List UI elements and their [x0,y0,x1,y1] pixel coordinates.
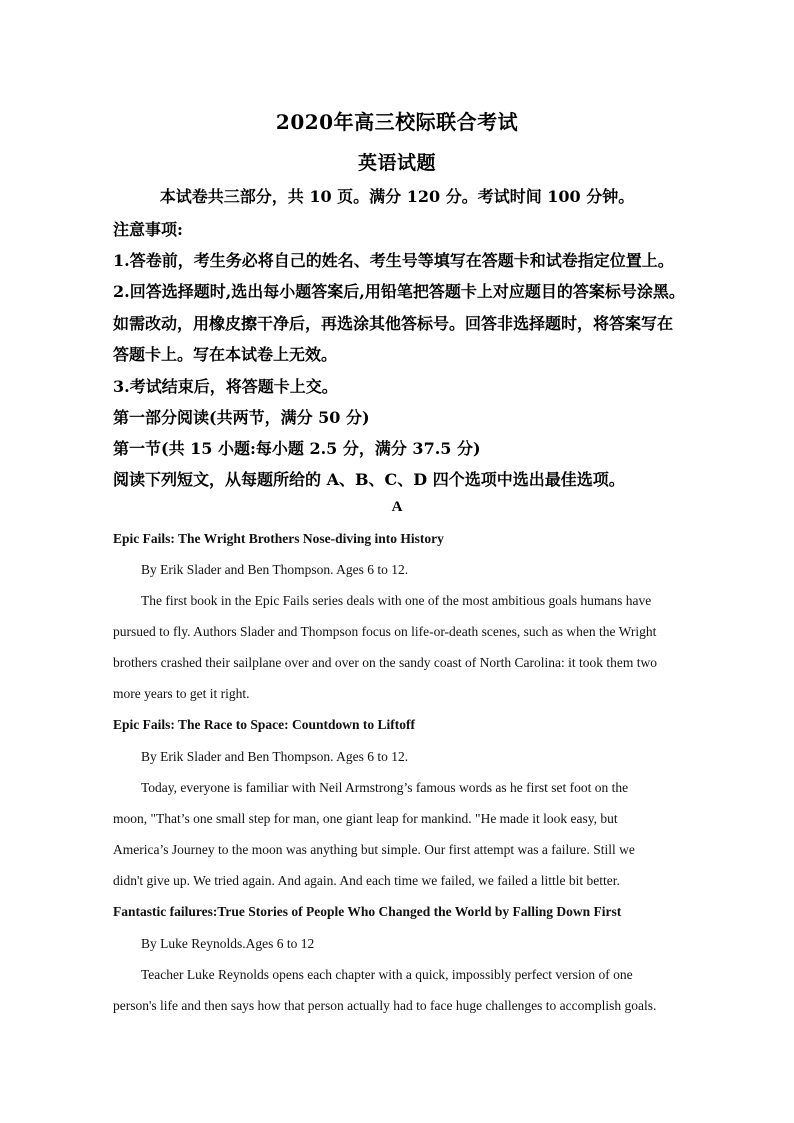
book-text-line: Teacher Luke Reynolds opens each chapter with a quick, impossibly perfect version of one [141,967,633,982]
section1-instruction: 阅读下列短文，从每题所给的 A、B、C、D 四个选项中选出最佳选项。 [113,470,625,489]
book-text-line: America’s Journey to the moon was anything but simple. Our first attempt was a failure. Still we [113,842,635,857]
book-byline: By Erik Slader and Ben Thompson. Ages 6 to 12. [141,562,409,577]
book-text-line: Today, everyone is familiar with Neil Armstrong’s famous words as he first set foot on the [141,780,629,795]
book-byline: By Erik Slader and Ben Thompson. Ages 6 to 12. [141,749,409,764]
book-title: Epic Fails: The Race to Space: Countdown to Liftoff [113,717,415,732]
exam-title: 2020年高三校际联合考试 [275,110,519,134]
note-line: 1.答卷前，考生务必将自己的姓名、考生号等填写在答题卡和试卷指定位置上。 [113,251,674,270]
note-line: 如需改动，用橡皮擦干净后，再选涂其他答标号。回答非选择题时，将答案写在 [113,314,674,333]
book-text-line: more years to get it right. [113,686,250,701]
book-text-line: person's life and then says how that person actually had to face huge challenges to accomplish goals. [113,998,657,1013]
note-line: 3.考试结束后，将答题卡上交。 [113,377,338,396]
passage-label: A [391,499,403,515]
book-title: Epic Fails: The Wright Brothers Nose-diving into History [113,531,444,546]
section1-heading: 第一节(共 15 小题:每小题 2.5 分，满分 37.5 分) [113,439,481,458]
exam-intro: 本试卷共三部分，共 10 页。满分 120 分。考试时间 100 分钟。 [159,187,635,206]
book-text-line: The first book in the Epic Fails series deals with one of the most ambitious goals humans have [141,593,652,608]
book-text-line: pursued to fly. Authors Slader and Thompson focus on life-or-death scenes, such as when the Wright [113,624,657,639]
book-title: Fantastic failures:True Stories of People Who Changed the World by Falling Down First [113,904,622,919]
note-line: 答题卡上。写在本试卷上无效。 [113,345,338,364]
note-line: 2.回答选择题时,选出每小题答案后,用铅笔把答题卡上对应题目的答案标号涂黑。 [113,282,685,301]
book-text-line: didn't give up. We tried again. And again. And each time we failed, we failed a little bit better. [113,873,620,888]
exam-subtitle: 英语试题 [357,152,436,174]
book-byline: By Luke Reynolds.Ages 6 to 12 [141,936,315,951]
notes-heading: 注意事项: [113,220,183,239]
book-text-line: brothers crashed their sailplane over and over on the sandy coast of North Carolina: it took them two [113,655,657,670]
book-text-line: moon, "That’s one small step for man, one giant leap for mankind. "He made it look easy, but [113,811,618,826]
part1-heading: 第一部分阅读(共两节，满分 50 分) [113,408,370,427]
